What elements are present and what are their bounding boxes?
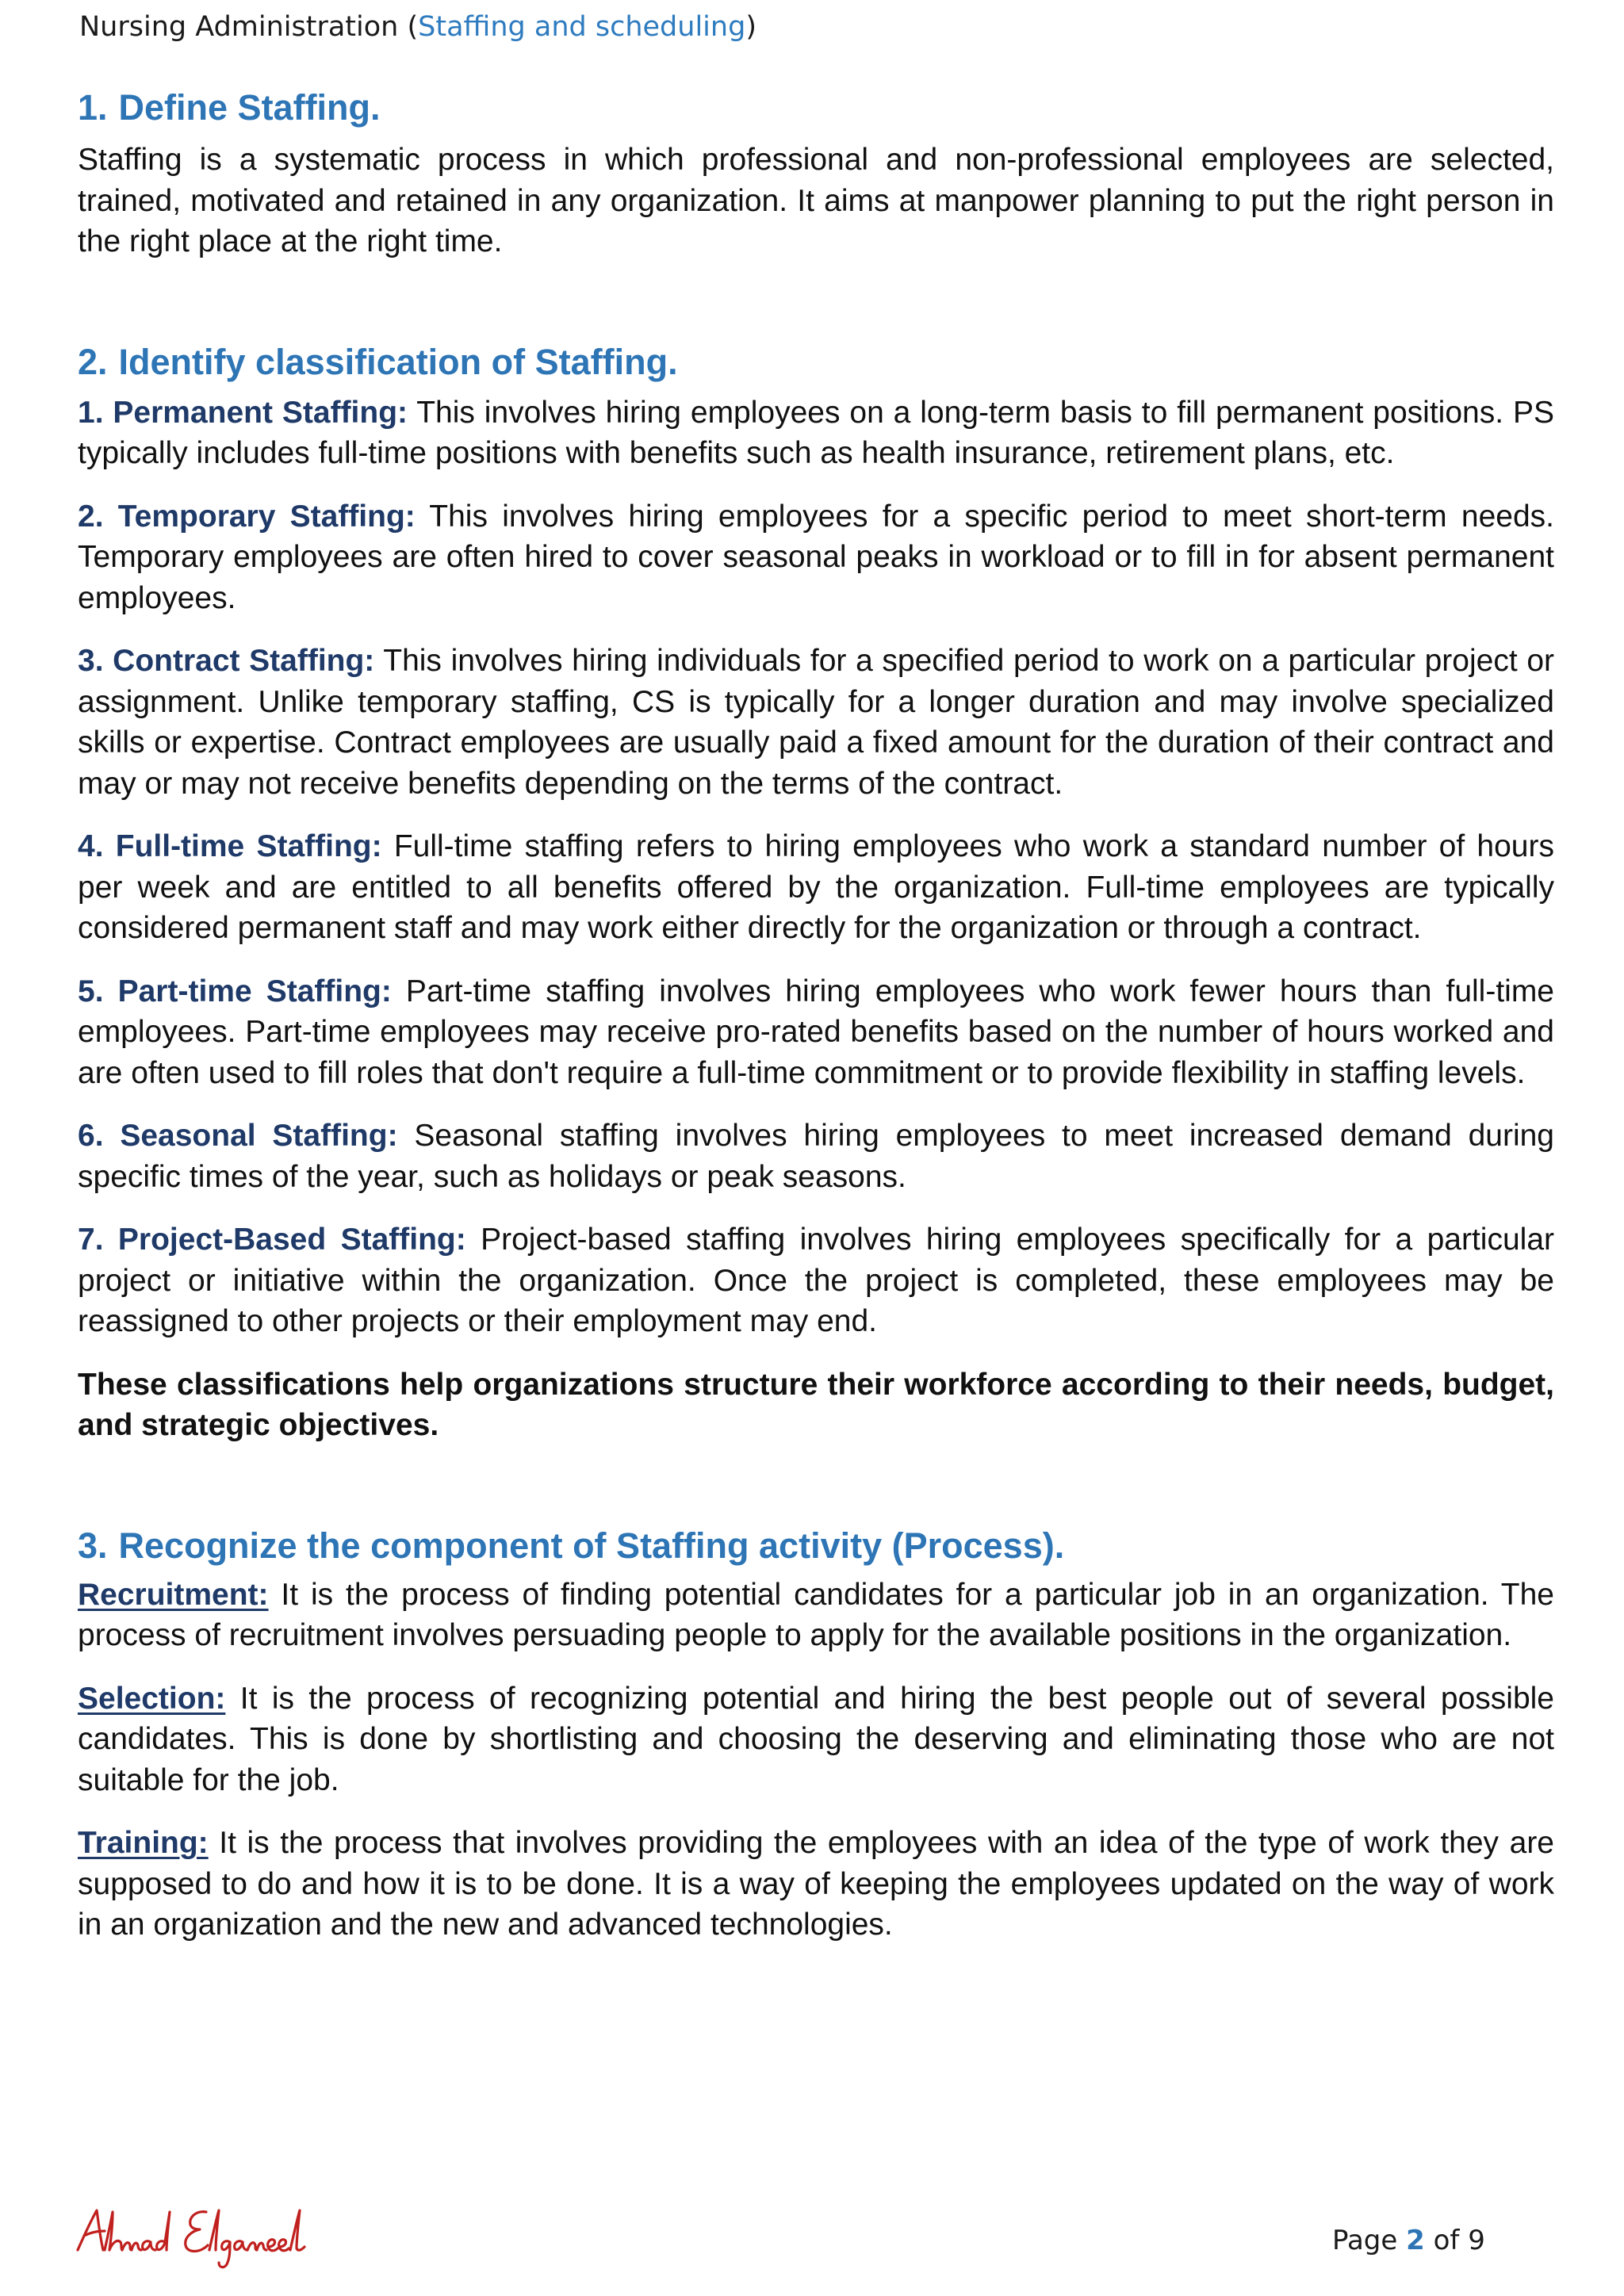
process-item — [78, 1823, 1554, 1946]
process-label: Selection: — [78, 1681, 226, 1716]
running-header — [79, 11, 756, 43]
process-text: It is the process that involves providing the employees with an idea of the type of work they are supposed to do and how it is to be done. It is a way of keeping the employees updated on the way of work in an organization and the new and advanced technologies. — [78, 1826, 1554, 1942]
header-course: Nursing Administration — [79, 11, 399, 43]
process-label: Training: — [78, 1826, 209, 1860]
section-heading — [78, 86, 1554, 130]
process-item — [78, 1678, 1554, 1801]
classification-label: 2. Temporary Staffing: — [78, 499, 416, 534]
section-number: 2. — [78, 341, 108, 382]
classification-item — [78, 826, 1554, 949]
classification-summary: These classifications help organizations structure their workforce according to their needs, budget, and strategic objectives. — [78, 1367, 1554, 1442]
classification-label: 6. Seasonal Staffing: — [78, 1119, 398, 1153]
page-number — [1332, 2225, 1485, 2256]
classification-item — [78, 1219, 1554, 1342]
process-label: Recruitment: — [78, 1577, 269, 1612]
section-title: Identify classification of Staffing. — [118, 341, 678, 382]
section-number: 1. — [78, 87, 108, 128]
classification-label: 3. Contract Staffing: — [78, 644, 375, 678]
process-item — [78, 1575, 1554, 1656]
process-text: It is the process of recognizing potential and hiring the best people out of several possible candidates. This is done by shortlisting and choosing the deserving and eliminating those who are not suitable for the job. — [78, 1681, 1554, 1797]
classification-item — [78, 641, 1554, 804]
section-title: Recognize the component of Staffing activity (Process). — [118, 1525, 1065, 1566]
classification-item — [78, 1115, 1554, 1197]
section-heading — [78, 1524, 1554, 1568]
section-heading — [78, 340, 1554, 385]
classification-text: This involves hiring employees for a specific period to meet short-term needs. Temporary employees are often hired to cover seasonal peaks in workload or to fill in for absent permanent employees. — [78, 499, 1554, 615]
definition-paragraph: Staffing is a systematic process in which professional and non-professional employees are selected, trained, motivated and retained in any organization. It aims at manpower planning to put the right person in the right place at the right time. — [78, 143, 1554, 258]
classification-item — [78, 971, 1554, 1094]
classification-text: This involves hiring individuals for a specified period to work on a particular project or assignment. Unlike temporary staffing, CS is typically for a longer duration and may involve specialized skills or expertise. Contract employees are usually paid a fixed amount for the duration of their contract and may or may not receive benefits depending on the terms of the contract. — [78, 644, 1554, 801]
classification-item — [78, 392, 1554, 474]
author-signature — [73, 2201, 311, 2272]
header-close-paren: ) — [745, 11, 756, 43]
classification-item — [78, 496, 1554, 619]
classification-text: Seasonal staffing involves hiring employees to meet increased demand during specific times of the year, such as holidays or peak seasons. — [78, 1119, 1554, 1194]
header-topic: Staffing and scheduling — [418, 11, 746, 43]
classification-label: 4. Full-time Staffing: — [78, 829, 382, 863]
document-body — [78, 86, 1554, 1946]
classification-label: 5. Part-time Staffing: — [78, 974, 392, 1008]
classification-text: Part-time staffing involves hiring employees who work fewer hours than full-time employees. Part-time employees may receive pro-rated benefits based on the number of hours worked and are often used to fill roles that don't require a full-time commitment or to provide flexibility in staffing levels. — [78, 974, 1555, 1090]
section-title: Define Staffing. — [118, 87, 381, 128]
classification-text: Project-based staffing involves hiring employees specifically for a particular project or initiative within the organization. Once the project is completed, these employees may be reassigned to other projects or their employment may end. — [78, 1223, 1555, 1338]
classification-label: 1. Permanent Staffing: — [78, 395, 408, 430]
classification-text: This involves hiring employees on a long-term basis to fill permanent positions. PS typically includes full-time positions with benefits such as health insurance, retirement plans, etc. — [78, 395, 1554, 470]
page-current: 2 — [1406, 2225, 1425, 2256]
process-text: It is the process of finding potential candidates for a particular job in an organization. The process of recruitment involves persuading people to apply for the available positions in the organization. — [78, 1577, 1554, 1652]
classification-text: Full-time staffing refers to hiring employees who work a standard number of hours per week and are entitled to all benefits offered by the organization. Full-time employees are typically considered permanent staff and may work either directly for the organization or through a contract. — [78, 829, 1554, 945]
page-total: 9 — [1468, 2225, 1485, 2256]
page-prefix: Page — [1332, 2225, 1407, 2256]
header-open-paren: ( — [398, 11, 419, 43]
classification-label: 7. Project-Based Staffing: — [78, 1223, 466, 1257]
section-number: 3. — [78, 1525, 108, 1566]
page-middle: of — [1424, 2225, 1469, 2256]
